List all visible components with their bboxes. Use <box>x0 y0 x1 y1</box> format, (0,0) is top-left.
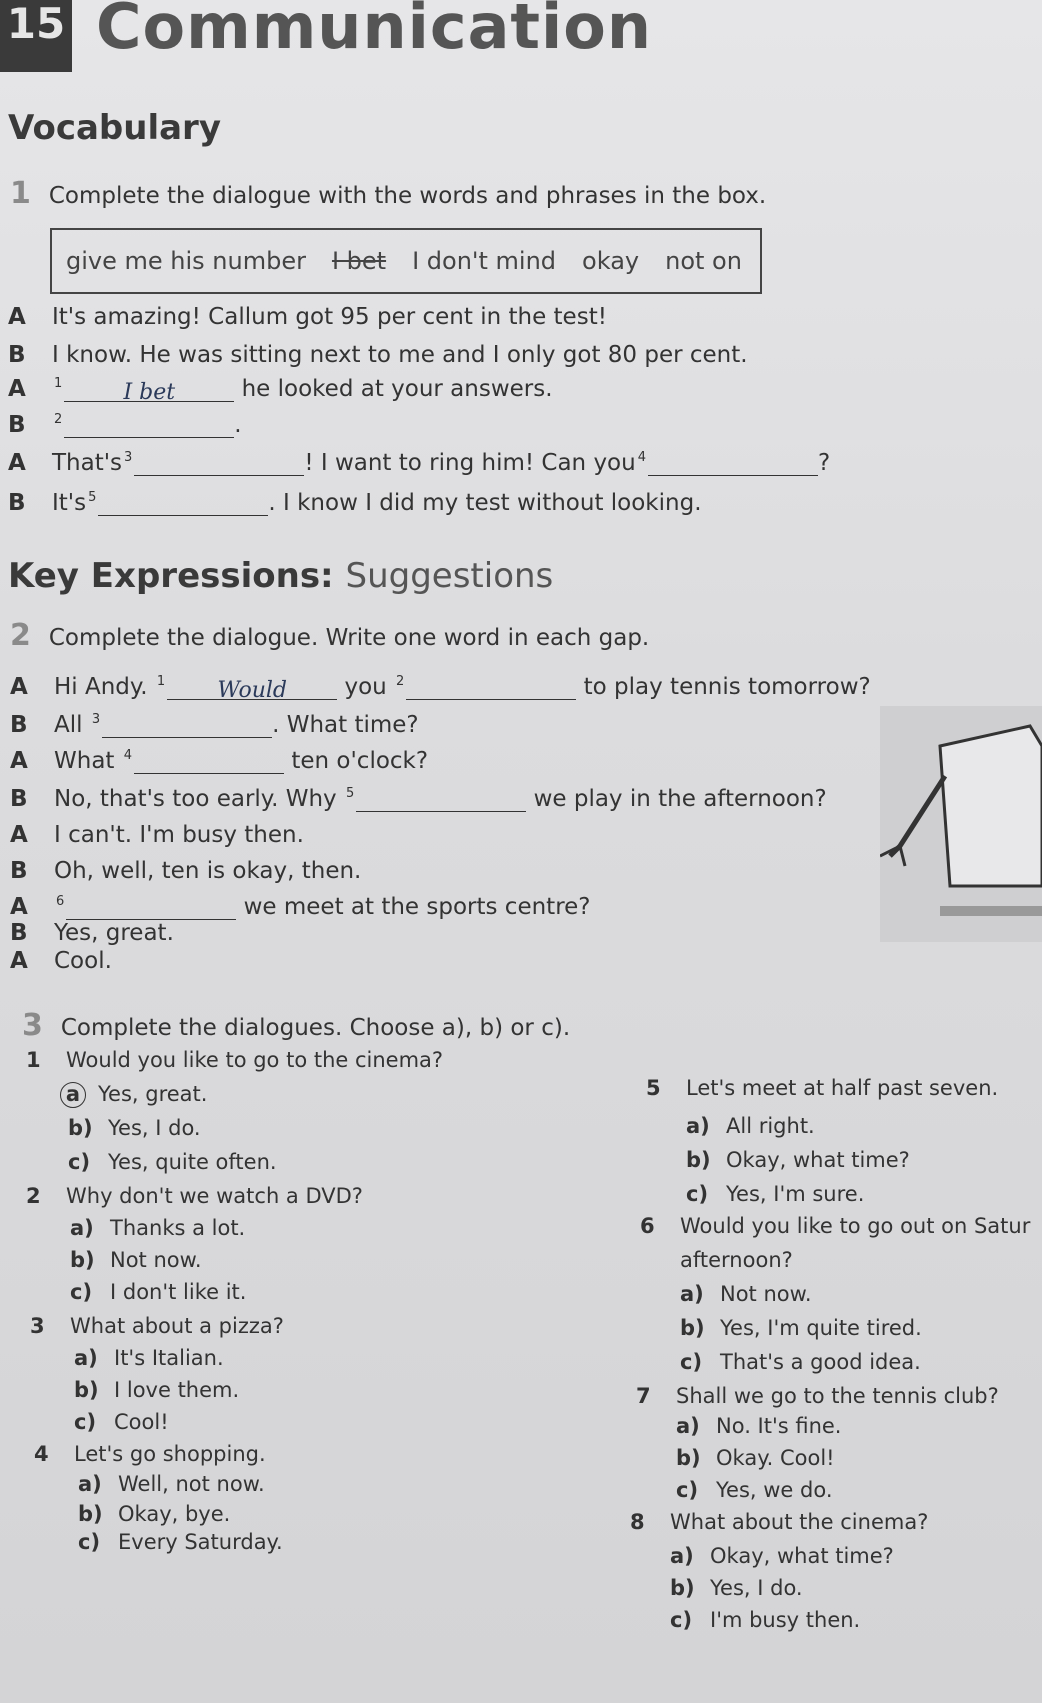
answer-option[interactable] <box>78 1472 265 1496</box>
answer-option[interactable] <box>680 1282 812 1306</box>
gap-number: 6 <box>56 894 65 910</box>
speaker-label: B <box>8 342 26 368</box>
exercise-instruction: Complete the dialogue with the words and phrases in the box. <box>48 183 767 209</box>
answer-option[interactable] <box>686 1148 910 1172</box>
line-text: It's amazing! Callum got 95 per cent in the test! <box>52 304 607 330</box>
question-continued <box>680 1248 793 1272</box>
option-text: Not now. <box>720 1282 812 1306</box>
option-label: a) <box>74 1346 98 1370</box>
exercise-number: 2 <box>10 618 31 653</box>
answer-option[interactable] <box>70 1248 202 1272</box>
line-text: I can't. I'm busy then. <box>54 822 304 848</box>
answer-gap[interactable] <box>64 416 234 438</box>
line-text: Cool. <box>54 948 112 974</box>
answer-option[interactable] <box>680 1316 922 1340</box>
answer-option[interactable] <box>78 1502 230 1526</box>
option-text: No. It's fine. <box>716 1414 842 1438</box>
line-text: you <box>344 674 387 700</box>
gap-number: 1 <box>156 674 166 690</box>
speaker-label: A <box>8 304 26 330</box>
line-text: . What time? <box>272 712 419 738</box>
option-label: b) <box>70 1248 95 1272</box>
option-text: I don't like it. <box>110 1280 247 1304</box>
gap-number: 5 <box>88 490 97 506</box>
question-text: Would you like to go to the cinema? <box>66 1048 444 1072</box>
option-label: c) <box>670 1608 693 1632</box>
answer-gap[interactable] <box>134 454 304 476</box>
answer-option[interactable] <box>680 1350 921 1374</box>
question-number: 1 <box>26 1048 41 1072</box>
answer-gap[interactable] <box>134 752 284 774</box>
option-text: Yes, I'm quite tired. <box>720 1316 922 1340</box>
option-label: b) <box>78 1502 103 1526</box>
dialogue-line <box>8 342 748 368</box>
answer-gap[interactable]: I bet <box>64 380 234 402</box>
option-label: b) <box>68 1116 93 1140</box>
question-text: What about a pizza? <box>70 1314 284 1338</box>
tennis-player-icon <box>880 706 1042 942</box>
selected-circle-icon: a <box>60 1082 86 1108</box>
answer-option[interactable] <box>676 1478 833 1502</box>
speaker-label: A <box>8 450 26 476</box>
dialogue-line <box>8 450 830 476</box>
answer-option[interactable] <box>676 1446 835 1470</box>
dialogue-line <box>10 894 591 920</box>
answer-option[interactable] <box>686 1182 864 1206</box>
dialogue-line <box>10 674 871 703</box>
option-label: b) <box>686 1148 711 1172</box>
option-text: Not now. <box>110 1248 202 1272</box>
option-text: Cool! <box>114 1410 169 1434</box>
exercise-2-heading <box>10 618 649 653</box>
gap-number: 3 <box>91 712 101 728</box>
option-text: Every Saturday. <box>118 1530 283 1554</box>
option-text: Okay. Cool! <box>716 1446 835 1470</box>
line-text: It's <box>52 490 87 516</box>
line-text: Oh, well, ten is okay, then. <box>54 858 362 884</box>
question-text: What about the cinema? <box>670 1510 929 1534</box>
option-label: a) <box>70 1216 94 1240</box>
speaker-label: B <box>10 920 28 946</box>
key-expressions-heading <box>8 556 553 596</box>
answer-option[interactable] <box>670 1544 894 1568</box>
word-box-item-used: I bet <box>331 247 387 275</box>
question <box>646 1076 998 1100</box>
answer-option[interactable] <box>70 1216 245 1240</box>
dialogue-line <box>10 858 361 884</box>
tennis-player-illustration <box>880 706 1042 942</box>
option-text: Yes, I do. <box>710 1576 803 1600</box>
line-text: ten o'clock? <box>291 748 429 774</box>
answer-gap[interactable] <box>102 716 272 738</box>
speaker-label: A <box>10 822 28 848</box>
option-label: c) <box>74 1410 97 1434</box>
line-text: we meet at the sports centre? <box>243 894 591 920</box>
answer-option[interactable] <box>68 1116 201 1140</box>
option-text: Yes, we do. <box>716 1478 833 1502</box>
exercise-1-heading <box>10 176 766 211</box>
dialogue-line <box>10 948 112 974</box>
gap-number: 5 <box>345 786 355 802</box>
speaker-label: B <box>10 858 28 884</box>
speaker-label: A <box>10 948 28 974</box>
question-text: afternoon? <box>680 1248 793 1272</box>
speaker-label: A <box>10 894 28 920</box>
option-text: Okay, what time? <box>726 1148 910 1172</box>
option-text: Yes, quite often. <box>108 1150 277 1174</box>
line-text: he looked at your answers. <box>241 376 553 402</box>
line-text: That's <box>52 450 123 476</box>
question-text: Would you like to go out on Satur <box>680 1214 1031 1238</box>
dialogue-line <box>8 412 242 438</box>
option-label: c) <box>78 1530 101 1554</box>
answer-gap[interactable] <box>406 678 576 700</box>
option-text: I'm busy then. <box>710 1608 861 1632</box>
line-text: we play in the afternoon? <box>533 786 827 812</box>
question <box>30 1314 284 1338</box>
word-box-item: okay <box>582 247 640 275</box>
speaker-label: A <box>8 376 26 402</box>
dialogue-line <box>10 920 174 946</box>
question <box>26 1184 363 1208</box>
option-label: c) <box>686 1182 709 1206</box>
line-text: to play tennis tomorrow? <box>583 674 871 700</box>
option-label: c) <box>680 1350 703 1374</box>
option-label: a) <box>78 1472 102 1496</box>
option-label: a) <box>676 1414 700 1438</box>
option-text: Yes, I do. <box>108 1116 201 1140</box>
answer-option[interactable] <box>676 1414 842 1438</box>
option-text: Okay, what time? <box>710 1544 894 1568</box>
word-box <box>50 228 762 294</box>
option-label: a) <box>680 1282 704 1306</box>
speaker-label: A <box>10 748 28 774</box>
answer-gap[interactable] <box>98 494 268 516</box>
speaker-label: A <box>10 674 28 700</box>
word-box-item: not on <box>665 247 742 275</box>
dialogue-line <box>10 822 304 848</box>
question-text: Let's go shopping. <box>74 1442 266 1466</box>
dialogue-line <box>10 712 419 738</box>
line-text: Hi Andy. <box>54 674 148 700</box>
answer-option[interactable] <box>686 1114 815 1138</box>
question <box>640 1214 1030 1238</box>
speaker-label: B <box>8 412 26 438</box>
exercise-3-heading <box>22 1008 570 1043</box>
question-text: Shall we go to the tennis club? <box>676 1384 999 1408</box>
speaker-label: B <box>10 786 28 812</box>
exercise-number: 3 <box>22 1008 43 1043</box>
question-number: 4 <box>34 1442 49 1466</box>
line-text: No, that's too early. Why <box>54 786 337 812</box>
option-label: c) <box>68 1150 91 1174</box>
option-text: Well, not now. <box>118 1472 265 1496</box>
question-text: Let's meet at half past seven. <box>686 1076 999 1100</box>
answer-option[interactable] <box>78 1530 283 1554</box>
answer-option-selected[interactable] <box>60 1082 207 1108</box>
option-text: Okay, bye. <box>118 1502 231 1526</box>
gap-number: 2 <box>54 412 63 428</box>
dialogue-line <box>10 786 827 812</box>
option-text: Thanks a lot. <box>110 1216 246 1240</box>
line-text: I know. He was sitting next to me and I only got 80 per cent. <box>52 342 748 368</box>
line-text: . I know I did my test without looking. <box>268 490 702 516</box>
heading-bold: Key Expressions: <box>8 556 334 596</box>
unit-number-badge: 15 <box>0 0 72 72</box>
question-number: 8 <box>630 1510 645 1534</box>
option-text: I love them. <box>114 1378 240 1402</box>
answer-option[interactable] <box>68 1150 277 1174</box>
dialogue-line <box>8 490 702 516</box>
answer-gap[interactable] <box>648 454 818 476</box>
answer-option[interactable] <box>670 1608 860 1632</box>
exercise-number: 1 <box>10 176 31 211</box>
gap-number: 3 <box>124 450 133 466</box>
option-label: b) <box>676 1446 701 1470</box>
answer-gap[interactable]: Would <box>167 678 337 700</box>
option-label: c) <box>70 1280 93 1304</box>
option-text: It's Italian. <box>114 1346 224 1370</box>
option-text: Yes, great. <box>98 1082 208 1106</box>
dialogue-line <box>8 304 607 330</box>
option-label: a) <box>670 1544 694 1568</box>
dialogue-line <box>10 748 428 774</box>
question <box>636 1384 999 1408</box>
speaker-label: B <box>10 712 28 738</box>
option-label: b) <box>74 1378 99 1402</box>
vocabulary-heading: Vocabulary <box>8 108 221 148</box>
heading-light: Suggestions <box>345 556 554 596</box>
line-text: What <box>54 748 115 774</box>
option-label: b) <box>680 1316 705 1340</box>
word-box-item: I don't mind <box>412 247 557 275</box>
question-text: Why don't we watch a DVD? <box>66 1184 363 1208</box>
line-text: ? <box>818 450 831 476</box>
option-text: That's a good idea. <box>720 1350 921 1374</box>
option-label: c) <box>676 1478 699 1502</box>
answer-option[interactable] <box>74 1378 239 1402</box>
exercise-instruction: Complete the dialogue. Write one word in each gap. <box>48 625 650 651</box>
gap-number: 2 <box>396 674 405 690</box>
line-text: ! I want to ring him! Can you <box>304 450 636 476</box>
option-label: a) <box>686 1114 710 1138</box>
option-text: All right. <box>726 1114 815 1138</box>
answer-gap[interactable] <box>66 898 236 920</box>
dialogue-line <box>8 376 553 405</box>
exercise-instruction: Complete the dialogues. Choose a), b) or c). <box>60 1015 571 1041</box>
option-text: Yes, I'm sure. <box>726 1182 865 1206</box>
answer-option[interactable] <box>74 1410 169 1434</box>
question-number: 3 <box>30 1314 45 1338</box>
answer-option[interactable] <box>74 1346 224 1370</box>
gap-number: 4 <box>637 450 646 466</box>
question <box>630 1510 928 1534</box>
answer-option[interactable] <box>670 1576 803 1600</box>
answer-gap[interactable] <box>356 790 526 812</box>
gap-number: 4 <box>123 748 133 764</box>
answer-option[interactable] <box>70 1280 246 1304</box>
question-number: 5 <box>646 1076 661 1100</box>
speaker-label: B <box>8 490 26 516</box>
word-box-item: give me his number <box>66 247 306 275</box>
question-number: 2 <box>26 1184 41 1208</box>
question <box>26 1048 443 1072</box>
option-label: b) <box>670 1576 695 1600</box>
unit-title: Communication <box>96 0 653 63</box>
line-text: . <box>234 412 242 438</box>
gap-number: 1 <box>54 376 63 392</box>
question-number: 6 <box>640 1214 655 1238</box>
line-text: Yes, great. <box>54 920 174 946</box>
question <box>34 1442 266 1466</box>
line-text: All <box>54 712 83 738</box>
question-number: 7 <box>636 1384 651 1408</box>
